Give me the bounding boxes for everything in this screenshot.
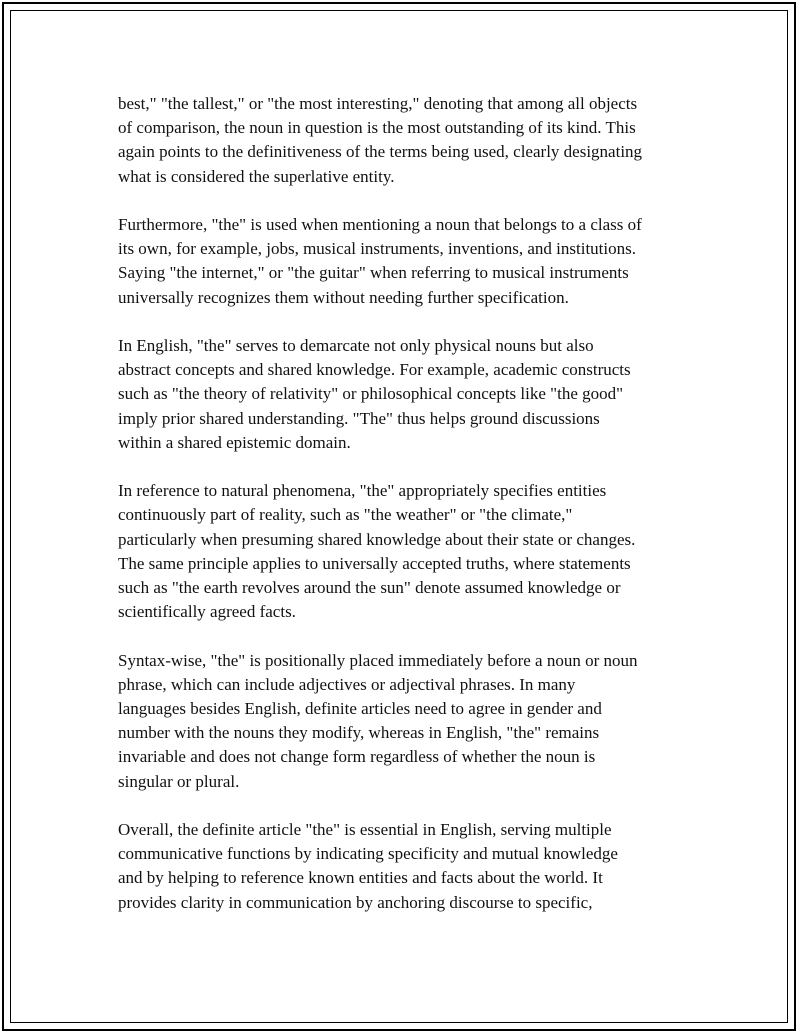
paragraph-natural-phenomena: In reference to natural phenomena, "the" appropriately specifies entities continuously part of reality, such as "the weather" or "the climate," particularly when presuming shared knowledge about their state or changes. The same principle applies to universally accepted truths, where statements such as "the earth revolves around the sun" denote assumed knowledge or scientifically agreed facts.	[118, 481, 636, 622]
paragraph-overall: Overall, the definite article "the" is essential in English, serving multiple communicative functions by indicating specificity and mutual knowledge and by helping to reference known entities and facts about the world. It provides clarity in communication by anchoring discourse to specific,	[118, 820, 618, 912]
paragraph-abstract-concepts: In English, "the" serves to demarcate not only physical nouns but also abstract concepts and shared knowledge. For example, academic constructs such as "the theory of relativity" or philosophical concepts like "the good" imply prior shared understanding. "The" thus helps ground discussions within a shared epistemic domain.	[118, 336, 631, 452]
paragraph-unique-class: Furthermore, "the" is used when mentioning a noun that belongs to a class of its own, for example, jobs, musical instruments, inventions, and institutions. Saying "the internet," or "the guitar" when referring to musical instruments universally recognizes them without needing further specification.	[118, 215, 642, 307]
document-body	[118, 92, 698, 939]
paragraph-syntax: Syntax-wise, "the" is positionally placed immediately before a noun or noun phrase, which can include adjectives or adjectival phrases. In many languages besides English, definite articles need to agree in gender and number with the nouns they modify, whereas in English, "the" remains invariable and does not change form regardless of whether the noun is singular or plural.	[118, 650, 638, 791]
paragraph-superlatives: best," "the tallest," or "the most interesting," denoting that among all objects of comparison, the noun in question is the most outstanding of its kind. This again points to the definitiveness of the terms being used, clearly designating what is considered the superlative entity.	[118, 94, 643, 186]
